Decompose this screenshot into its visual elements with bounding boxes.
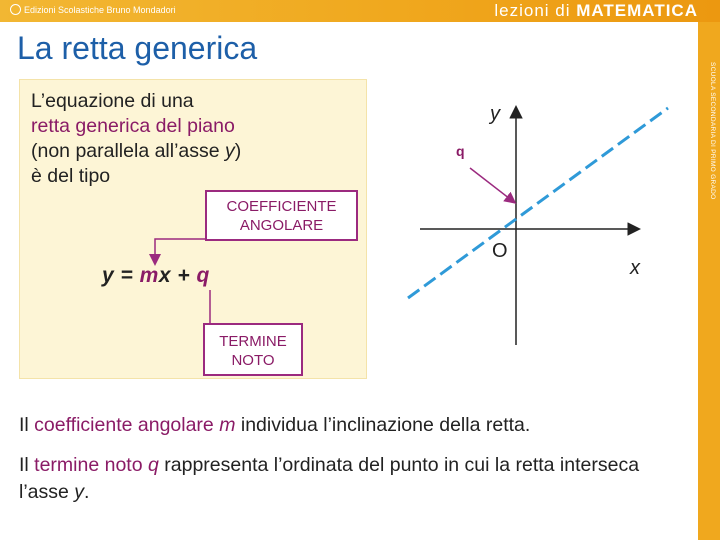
- term-box-line-2: NOTO: [231, 352, 275, 369]
- coef-connector-arrow: [155, 239, 205, 263]
- footer-line-1: Il coefficiente angolare m individua l’inclinazione della retta.: [19, 414, 531, 436]
- term-box-line-1: TERMINE: [219, 333, 287, 350]
- coef-box-line-2: ANGOLARE: [239, 217, 324, 234]
- generic-line: [408, 108, 668, 298]
- series-brand: lezioni di MATEMATICA: [494, 1, 698, 20]
- origin-label: O: [492, 240, 508, 262]
- term-label-box: [203, 323, 303, 376]
- x-axis-label: x: [630, 257, 640, 279]
- y-axis-label: y: [490, 103, 500, 125]
- footer-line-2: Il termine noto q rappresenta l’ordinata del punto in cui la retta interseca l’asse y.: [19, 454, 640, 503]
- slide-title: La retta generica: [17, 30, 258, 66]
- coefficient-label-box: [205, 190, 358, 241]
- intro-line-1: L’equazione di una: [31, 90, 194, 112]
- intro-line-2: retta generica del piano: [31, 115, 235, 137]
- line-equation: y = mx + q: [102, 264, 210, 287]
- intro-line-4: è del tipo: [31, 165, 111, 187]
- q-label: q: [456, 143, 465, 159]
- coef-box-line-1: COEFFICIENTE: [226, 198, 337, 215]
- side-bar-text: SCUOLA SECONDARIA DI PRIMO GRADO: [709, 62, 716, 200]
- intro-line-3: (non parallela all’asse y): [31, 140, 242, 162]
- q-arrow: [470, 168, 514, 202]
- publisher-name: Edizioni Scolastiche Bruno Mondadori: [24, 5, 176, 15]
